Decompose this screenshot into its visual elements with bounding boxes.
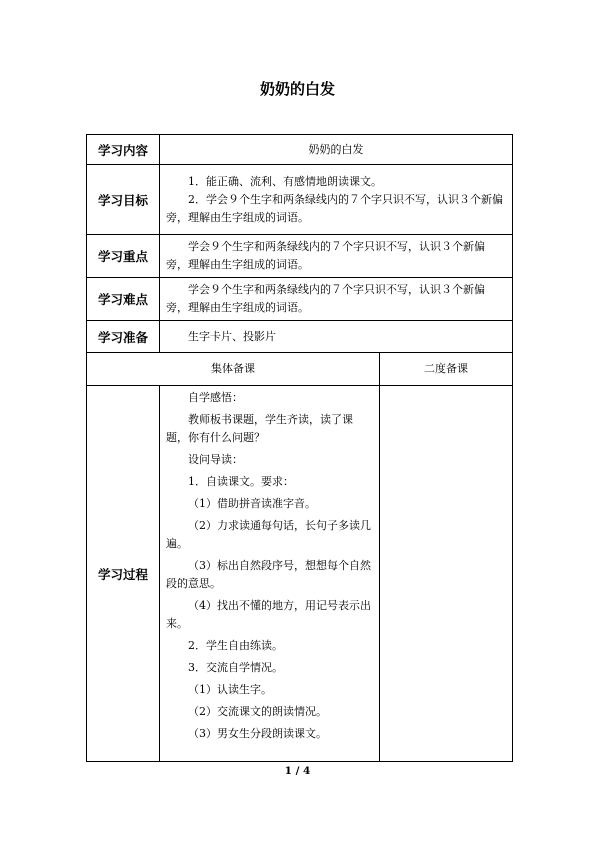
process-paragraph: 自学感悟：: [188, 391, 243, 404]
process-content: [160, 386, 380, 762]
process-paragraph: （1）认读生字。: [188, 683, 272, 696]
process-paragraph: 1．自读课文。要求：: [188, 475, 294, 488]
row-goals: [87, 165, 513, 235]
goal-line: 1．能正确、流利、有感情地朗读课文。: [188, 174, 382, 188]
row-difficulty: [87, 278, 513, 321]
row-prep: [87, 321, 513, 353]
process-paragraph: （1）借助拼音读准字音。: [188, 497, 316, 510]
row-headers: [87, 353, 513, 386]
label-prep: 学习准备: [87, 321, 160, 353]
label-process: 学习过程: [87, 386, 160, 762]
label-difficulty: 学习难点: [87, 278, 160, 321]
header-second: 二度备课: [380, 353, 513, 386]
label-content: 学习内容: [87, 135, 160, 165]
document-title: 奶奶的白发: [259, 80, 335, 98]
value-prep: [160, 321, 513, 353]
difficulty-text: 学会９个生字和两条绿线内的７个字只识不写，认识３个新偏旁，理解由生字组成的词语。: [166, 283, 485, 314]
value-goals: [160, 165, 513, 235]
process-paragraph: （2）交流课文的朗读情况。: [188, 705, 327, 718]
row-content: [87, 135, 513, 165]
label-goals: 学习目标: [87, 165, 160, 235]
label-focus: 学习重点: [87, 235, 160, 278]
value-difficulty: [160, 278, 513, 321]
process-paragraph: 教师板书课题，学生齐读，读了课题，你有什么问题？: [166, 413, 353, 444]
page-number: 1 / 4: [284, 765, 311, 777]
goal-line: 2．学会９个生字和两条绿线内的７个字只识不写，认识３个新偏旁，理解由生字组成的词语。: [166, 192, 503, 224]
focus-text: 学会９个生字和两条绿线内的７个字只识不写，认识３个新偏旁，理解由生字组成的词语。: [166, 240, 485, 271]
process-paragraph: （2）力求读通每句话，长句子多读几遍。: [166, 519, 371, 550]
process-paragraph: （3）男女生分段朗读课文。: [188, 727, 327, 740]
process-paragraph: （4）找出不懂的地方，用记号表示出来。: [166, 599, 371, 630]
process-paragraph: 2．学生自由练读。: [188, 639, 283, 652]
value-focus: [160, 235, 513, 278]
process-paragraph: 设问导读：: [188, 453, 243, 466]
process-paragraph: （3）标出自然段序号，想想每个自然段的意思。: [166, 559, 371, 590]
second-prep-cell: [380, 386, 513, 762]
value-content: 奶奶的白发: [160, 135, 513, 165]
lesson-plan-table: [86, 134, 513, 762]
row-focus: [87, 235, 513, 278]
process-paragraph: 3．交流自学情况。: [188, 661, 283, 674]
prep-text: 生字卡片、投影片: [188, 329, 276, 343]
row-process: [87, 386, 513, 762]
header-collective: 集体备课: [87, 353, 380, 386]
